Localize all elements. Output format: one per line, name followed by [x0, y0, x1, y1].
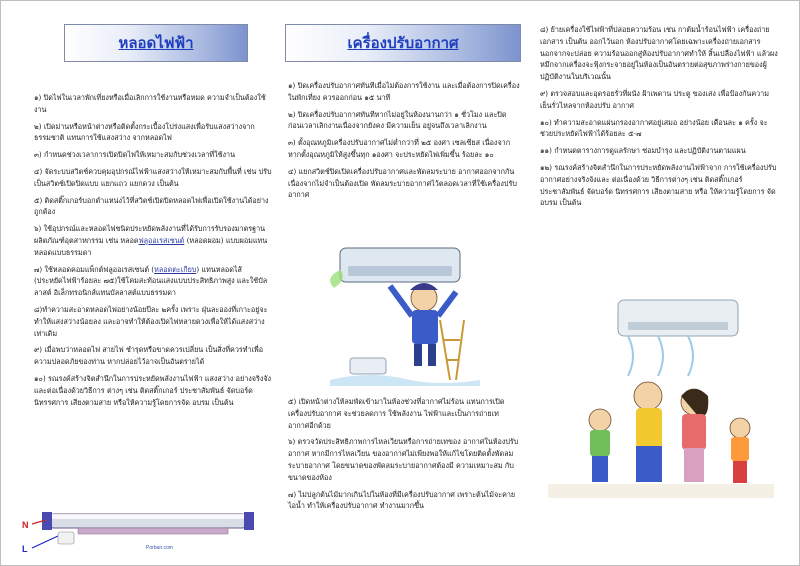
technician-cleaning-aircon-illustration	[330, 240, 480, 386]
neutral-label: N	[22, 520, 29, 530]
aircon-tips-continued	[540, 24, 778, 214]
live-label: L	[22, 544, 28, 554]
aircon-tips-top	[288, 80, 520, 206]
aircon-tip-8: ๘) ย้ายเครื่องใช้ไฟฟ้าที่ปล่อยความร้อน เช่น กาต้มน้ำร้อนไฟฟ้า เครื่องถ่ายเอกสาร เป็นต้น ออกไว้นอก ห้องปรับอากาศโดยเฉพาะเครื่องถ่ายเอกสารนอกจากจะปล่อย ความร้อนออกสู่ห้องปรับอากาศทำให้ สิ้นเปลืองไฟฟ้า แล้วผงหมึกจากเครื่องจะฟุ้งกระจายอยู่ในห้องเป็นอันตรายต่อสุขภาพร่างกายของผู้ปฏิบัติงานในบริเวณนั้น	[540, 25, 778, 82]
aircon-section-title: เครื่องปรับอากาศ	[347, 34, 459, 52]
highlight-compact-bulb: หลอดตะเกียบ	[154, 264, 197, 274]
lamp-tip-3: ๓) กำหนดช่วงเวลาการเปิดปิดไฟให้เหมาะสมกับช่วงเวลาที่ใช้งาน	[34, 150, 235, 160]
aircon-tip-9: ๙) ตรวจสอบและอุดรอยรั่วที่ผนัง ฝ้าเพดาน ประตู ของเสง เพื่อป้องกันความเย็นรั่วไหลจากห้องปรับ อากาศ	[540, 88, 769, 110]
aircon-tip-6: ๖) ตรวจวัดประสิทธิภาพการไหลเวียนหรือการถ่ายเทของ อากาศในห้องปรับอากาศ หากมีการไหลเวียน ของอากาศไม่เพียงพอให้แก้ไขโดยติดตั้งพัดลมระบายอากาศ โดยขนาดของพัดลมระบายอากาศต้องมี ความเหมาะสม กับขนาดของห้อง	[288, 437, 519, 482]
lamp-section-title: หลอดไฟฟ้า	[118, 34, 194, 52]
lamp-tip-1: ๑) ปิดไฟในเวลาพักเที่ยงหรือเมื่อเลิกการใช้งานหรือหมด ความจำเป็นต้องใช้งาน	[34, 93, 266, 114]
aircon-tip-3: ๓) ตั้งอุณหภูมิเครื่องปรับอากาศไม่ต่ำกว่าที่ ๒๕ องศา เซลเซียส เนื่องจากหากตั้งอุณหภูมิให้สูงขึ้นทุก ๑องศา จะประหยัดไฟเพิ่มขึ้น ร้อยละ ๑๐	[288, 138, 511, 159]
family-cooling-illustration	[548, 296, 774, 500]
lamp-tip-2: ๒) เปิดม่านหรือหน้าต่างหรือติดตั้งกระเบื้องโปร่งแสงเพื่อรับแสงสว่างจากธรรมชาติ แทนการใช้แสงสว่าง จากหลอดไฟ	[34, 121, 255, 143]
aircon-tip-11: ๑๑) กำหนดตารางการดูแลรักษา ซ่อมบำรุง และปฏิบัติงานตามแผน	[540, 146, 746, 156]
aircon-tip-7: ๗) ไม่ปลูกต้นไม้มากเกินไปในห้องที่มีเครื่องปรับอากาศ เพราะต้นไม้จะคายไอน้ำ ทำให้เครื่องปรับอากาศ ทำงานมากขึ้น	[288, 489, 516, 511]
lamp-tip-7: ๗) ใช้หลอดคอมแพ็กต์ฟลูออเรสเซนต์ (หลอดตะเกียบ) แทนหลอดไส้ (ประหยัดไฟฟ้าร้อยละ ๗๕)ใช้โคมสะท้อนแสงแบบประสิทธิภาพสูง และใช้บัลลาสต์ อิเล็กทรอนิกส์แทนบัลลาสต์แบบธรรมดา	[34, 264, 268, 298]
aircon-tip-12: ๑๒) รณรงค์สร้างจิตสำนึกในการประหยัดพลังงานไฟฟ้าจาก การใช้เครื่องปรับอากาศอย่างจริงจังและ ต่อเนื่องด้วย วิธีการต่างๆ เช่น ติดสติ๊กเกอร์ประชาสัมพันธ์ จัดบอร์ด นิทรรศการ เสียงตามสาย หรือ ให้ความรู้โดยการ จัดอบรม เป็นต้น	[540, 162, 777, 208]
highlight-fluorescent: ฟลูออเรสเซนต์	[138, 235, 185, 245]
lamp-tip-10: ๑๐) รณรงค์สร้างจิตสำนึกในการประหยัดพลังงานไฟฟ้า แสงสว่าง อย่างจริงจังและต่อเนื่องด้วยวิธีการ ต่างๆ เช่น ติดสติ๊กเกอร์ ประชาสัมพันธ์ จัดบอร์ดนิทรรศการ เสียงตามสาย หรือให้ความรู้โดยการจัด อบรม เป็นต้น	[34, 373, 272, 407]
tube-credit: Porban.com	[146, 545, 173, 551]
lamp-section-title-box	[64, 24, 248, 62]
aircon-section-title-box	[285, 24, 521, 62]
lamp-tip-5: ๕) ติดสติ๊กเกอร์บอกตำแหน่งไว้ที่สวิตช์เปิดปิดหลอดไฟเพื่อเปิดใช้งานได้อย่างถูกต้อง	[34, 195, 269, 217]
aircon-tip-2: ๒) ปิดเครื่องปรับอากาศทันทีหากไม่อยู่ในห้องนานกว่า ๑ ชั่วโมง และปิดก่อนเวลาเลิกงานเนื่องจากยังคง มีความเย็น อยู่จนถึงเวลาเลิกงาน	[288, 109, 507, 131]
lamp-tip-8: ๘)ทำความสะอาดหลอดไฟอย่างน้อยปีละ ๒ครั้ง เพราะ ฝุ่นละอองที่เกาะอยู่จะทำให้แสงสว่างน้อยลง และอาจทำให้ต้องเปิดไฟหลายดวงเพื่อให้ได้แสงสว่างเท่าเดิม	[34, 304, 268, 338]
lamp-tip-6: ๖) ใช้อุปกรณ์และหลอดไฟชนิดประหยัดพลังงานที่ได้รับการรับรองมาตรฐานผลิตภัณฑ์อุตสาหกรรม เช่น หลอดฟลูออเรสเซนต์ (หลอดผอม) แบบผอมแทน หลอดแบบธรรมดา	[34, 224, 268, 257]
aircon-tip-1: ๑) ปิดเครื่องปรับอากาศทันทีเมื่อไม่ต้องการใช้งาน และเมื่อต้องการปิดเครื่องในพักเที่ยง ควรออกก่อน ๑๕ นาที	[288, 81, 520, 102]
aircon-tip-4: ๔) แยกสวิตช์ปิดเปิดเครื่องปรับอากาศและพัดลมระบาย อากาศออกจากกัน เนื่องจากไม่จำเป็นต้องเปิด พัดลมระบายอากาศไว้ตลอดเวลาที่ใช้เครื่องปรับอากาศ	[288, 166, 517, 200]
fluorescent-tube-illustration	[18, 498, 268, 562]
aircon-tip-10: ๑๐) ทำความสะอาดแผ่นกรองอากาศอยู่เสมอ อย่างน้อย เดือนละ ๑ ครั้ง จะช่วยประหยัดไฟฟ้าได้ร้อยละ ๕-๗	[540, 117, 768, 139]
lamp-tip-4: ๔) จัดระบบสวิตช์ควบคุมอุปกรณ์ไฟฟ้าแสงสว่างให้เหมาะสมกับพื้นที่ เช่น ปรับเป็นสวิตช์เปิดปิดแบบ แยกแถว แยกดวง เป็นต้น	[34, 166, 272, 188]
lamp-tip-9: ๙) เมื่อพบว่าหลอดไฟ สายไฟ ชำรุดหรือขาดควรเปลี่ยน เป็นสิ่งที่ควรทำเพื่อความปลอดภัยของท่าน หากปล่อยไว้อาจเป็นอันตรายได้	[34, 345, 264, 367]
aircon-tips-bottom	[288, 396, 520, 517]
aircon-tip-5: ๕) เปิดหน้าต่างให้ลมพัดเข้ามาในห้องช่วงที่อากาศไม่ร้อน แทนการเปิดเครื่องปรับอากาศ จะช่วยลดการ ใช้พลังงาน ไฟฟ้าและเป็นการถ่ายเทอากาศอีกด้วย	[288, 397, 505, 430]
lamp-tips	[34, 92, 272, 413]
